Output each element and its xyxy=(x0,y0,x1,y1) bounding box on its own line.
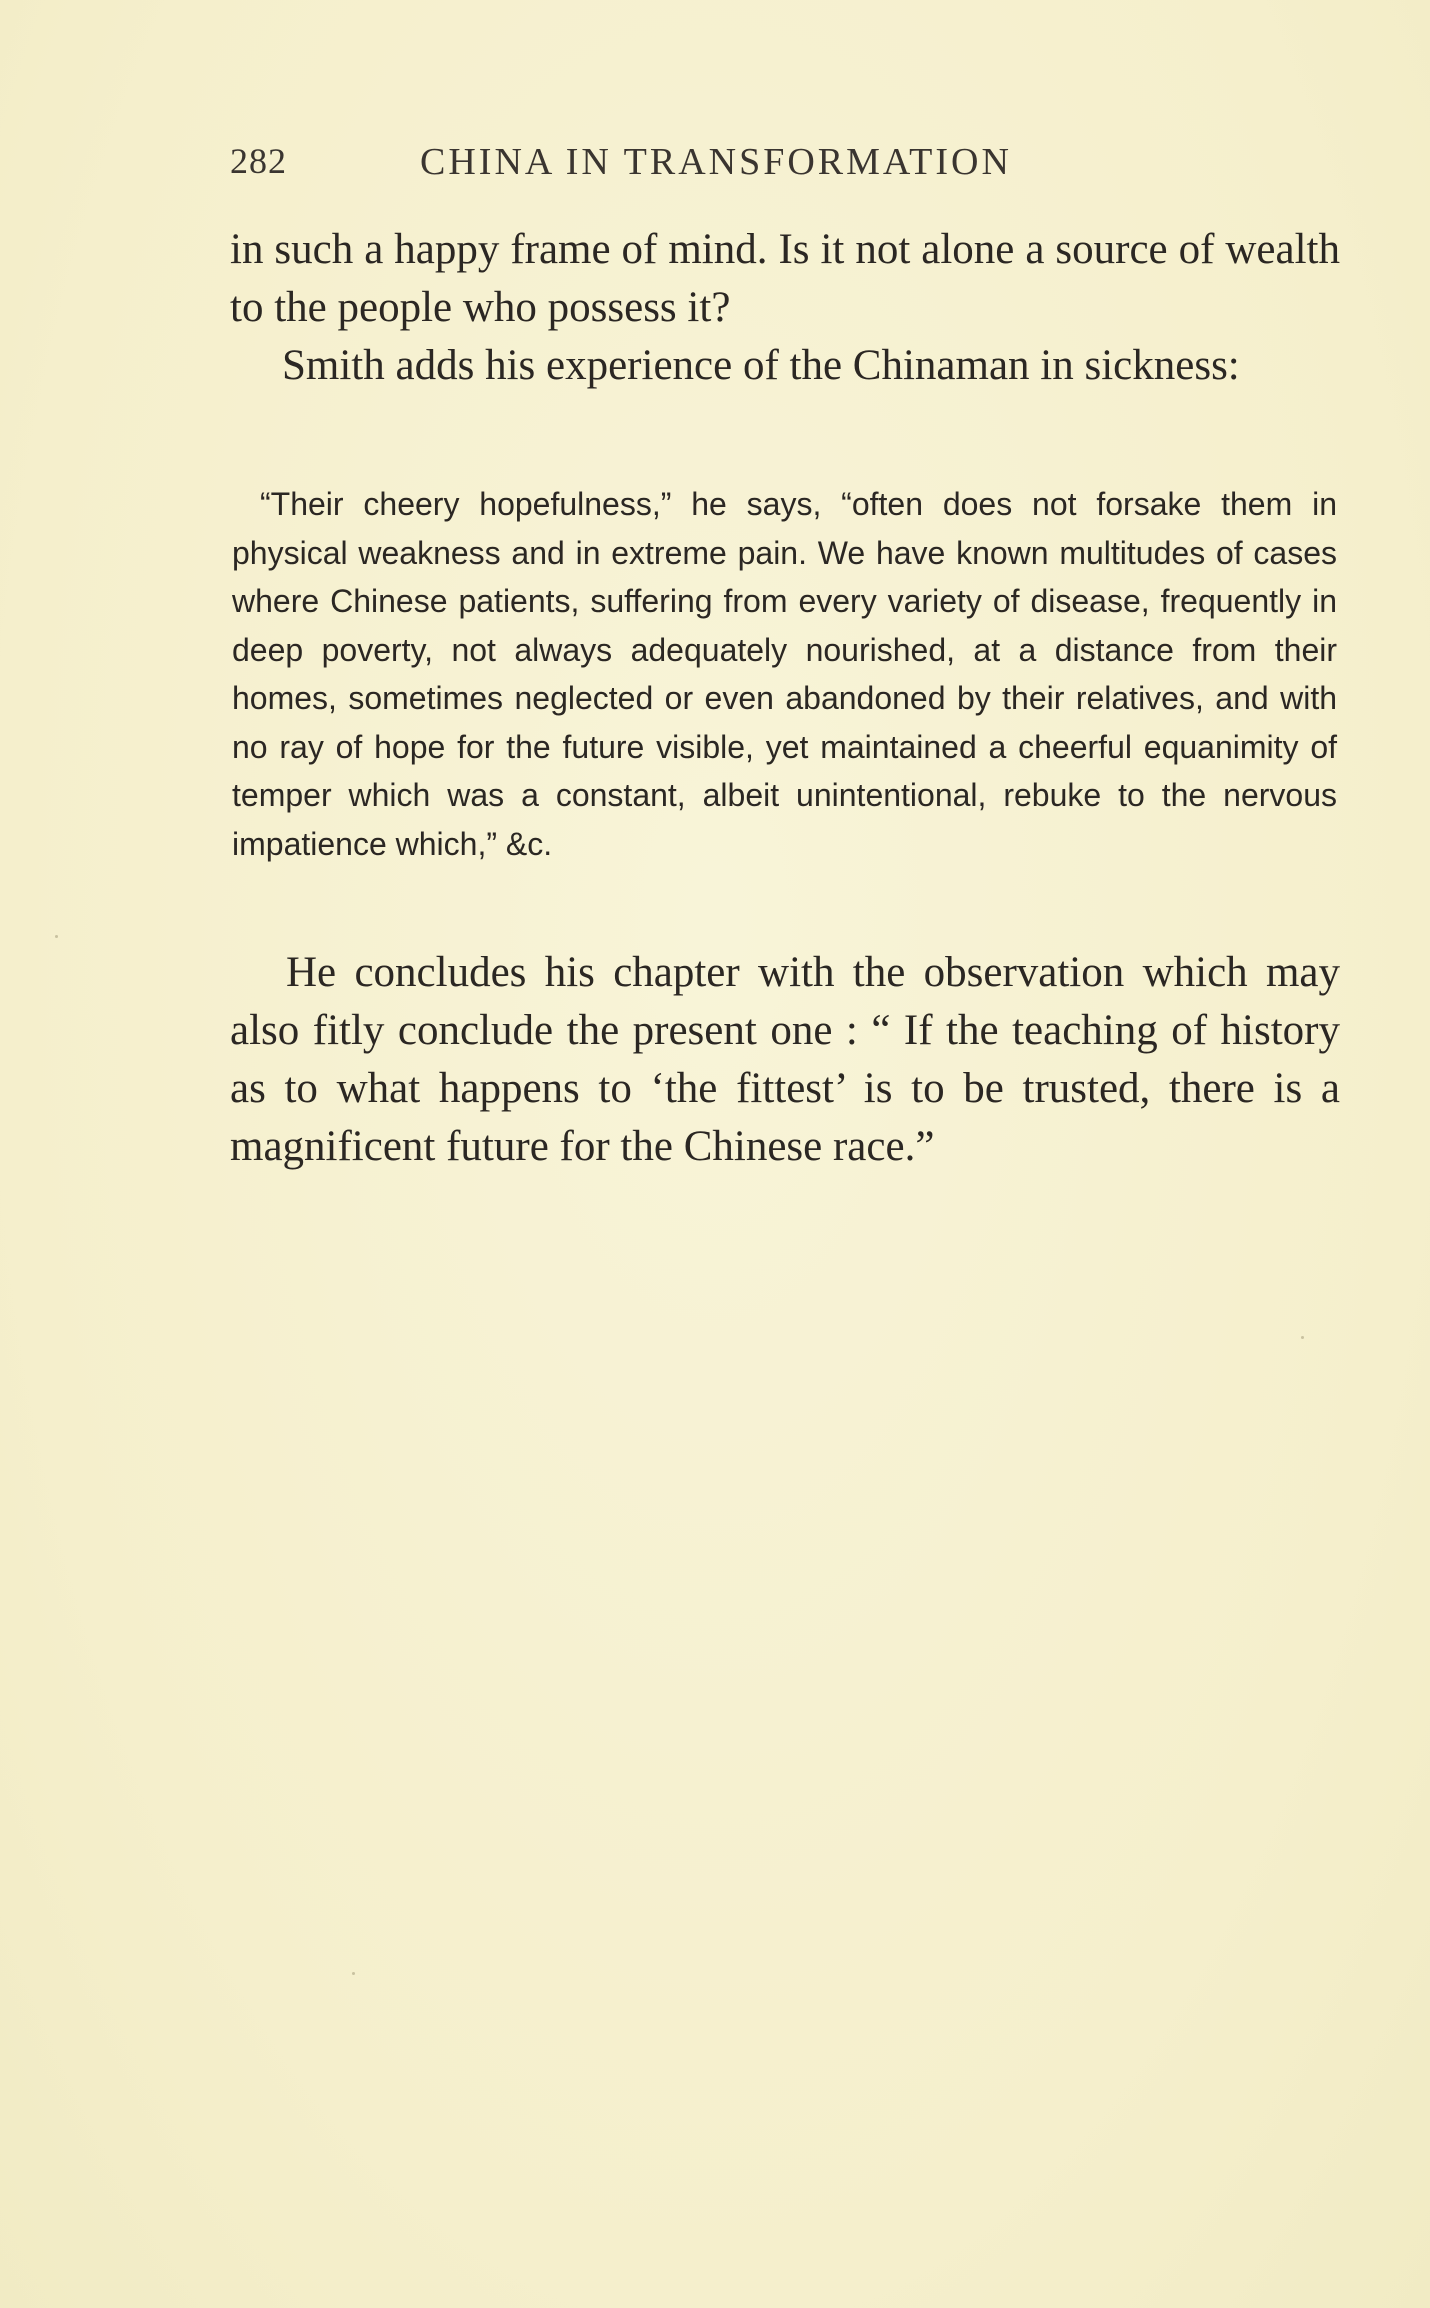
page-number: 282 xyxy=(230,141,287,181)
paper-speck xyxy=(352,1972,355,1975)
page-header xyxy=(230,140,1340,190)
opening-paragraph: in such a happy frame of mind. Is it not alone a source of wealth to the people who possess it? xyxy=(230,226,1340,331)
block-quotation: “Their cheery hopefulness,” he says, “often does not forsake them in physical weakness and in extreme pain. We have known multitudes of cases where Chinese patients, suffering from every variety of disease, frequently in deep poverty, not always adequately nourished, at a distance from their homes, sometimes neglected or even abandoned by their relatives, and with no ray of hope for the future visible, yet maintained a cheerful equanimity of temper which was a constant, albeit unintentional, rebuke to the nervous impatience which,” &c. xyxy=(232,486,1337,862)
closing-paragraph: He concludes his chapter with the observation which may also fitly conclude the present one : “ If the teaching of history as to what happens to ‘the fittest’ is to be trusted, there is a magnificent future for the Chinese race.” xyxy=(230,949,1340,1170)
paper-speck xyxy=(1301,1336,1304,1339)
running-title: CHINA IN TRANSFORMATION xyxy=(420,141,1012,183)
paper-speck xyxy=(55,935,58,938)
smith-intro-paragraph: Smith adds his experience of the Chinaman in sickness: xyxy=(282,342,1240,389)
